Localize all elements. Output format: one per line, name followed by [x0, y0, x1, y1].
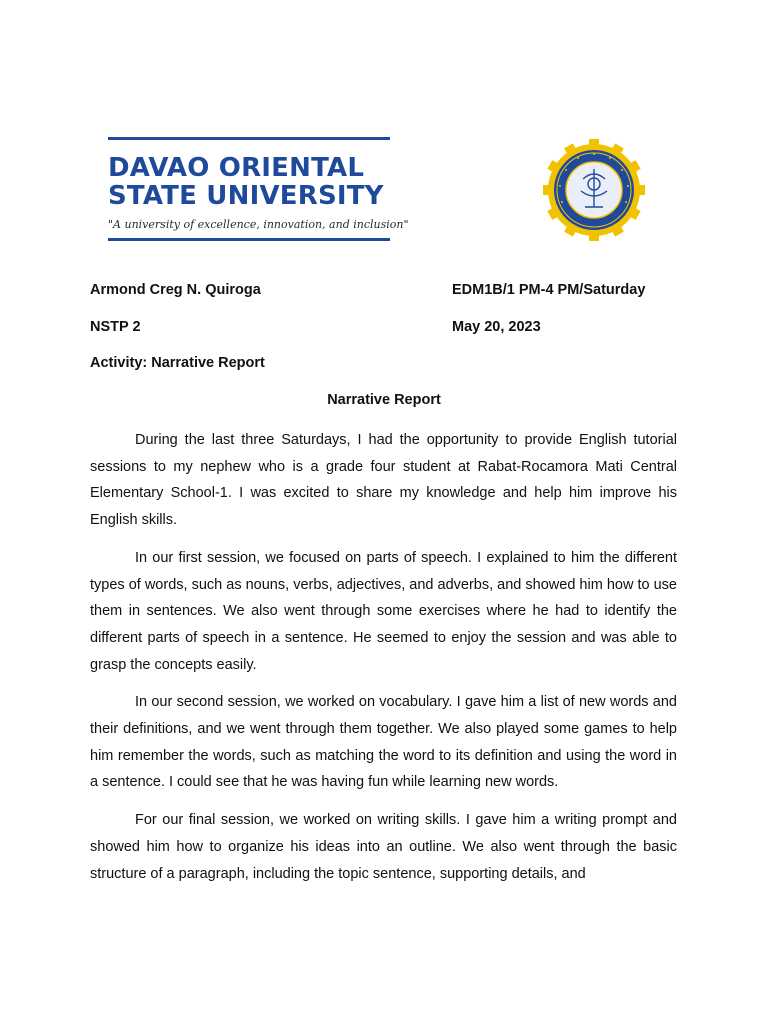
course-name: NSTP 2 — [90, 319, 141, 335]
report-body — [90, 427, 677, 898]
university-name-line2: STATE UNIVERSITY — [108, 181, 384, 211]
student-name: Armond Creg N. Quiroga — [90, 282, 261, 298]
university-seal-icon — [543, 139, 645, 241]
university-logo — [108, 137, 409, 241]
activity-label: Activity: Narrative Report — [90, 355, 265, 371]
logo-top-rule — [108, 137, 390, 140]
paragraph-2: In our first session, we focused on parts of speech. I explained to him the different types of words, such as nouns, verbs, adjectives, and adverbs, and showed him how to use them in sentences. We also went through some exercises where he had to identify the different parts of speech in a sentence. He seemed to enjoy the session and was able to grasp the concepts easily. — [90, 549, 677, 673]
university-tagline: "A university of excellence, innovation, and inclusion" — [108, 218, 409, 231]
paragraph-3: In our second session, we worked on vocabulary. I gave him a list of new words and their definitions, and we went through them together. We also played some games to help him remember the words, such as matching the word to its definition and using the word in a sentence. I could see that he was having fun while learning new words. — [90, 694, 677, 791]
paragraph-1: During the last three Saturdays, I had the opportunity to provide English tutorial sessions to my nephew who is a grade four student at Rabat-Rocamora Mati Central Elementary School-1. I was excited to share my knowledge and help him improve his English skills. — [90, 432, 677, 529]
report-title: Narrative Report — [327, 392, 441, 408]
class-schedule: EDM1B/1 PM-4 PM/Saturday — [452, 282, 646, 298]
university-name-line1: DAVAO ORIENTAL — [108, 153, 365, 183]
paragraph-4: For our final session, we worked on writing skills. I gave him a writing prompt and showed him how to organize his ideas into an outline. We also went through the basic structure of a paragraph, including the topic sentence, supporting details, and — [90, 812, 677, 882]
logo-bottom-rule — [108, 238, 390, 241]
report-date: May 20, 2023 — [452, 319, 541, 335]
